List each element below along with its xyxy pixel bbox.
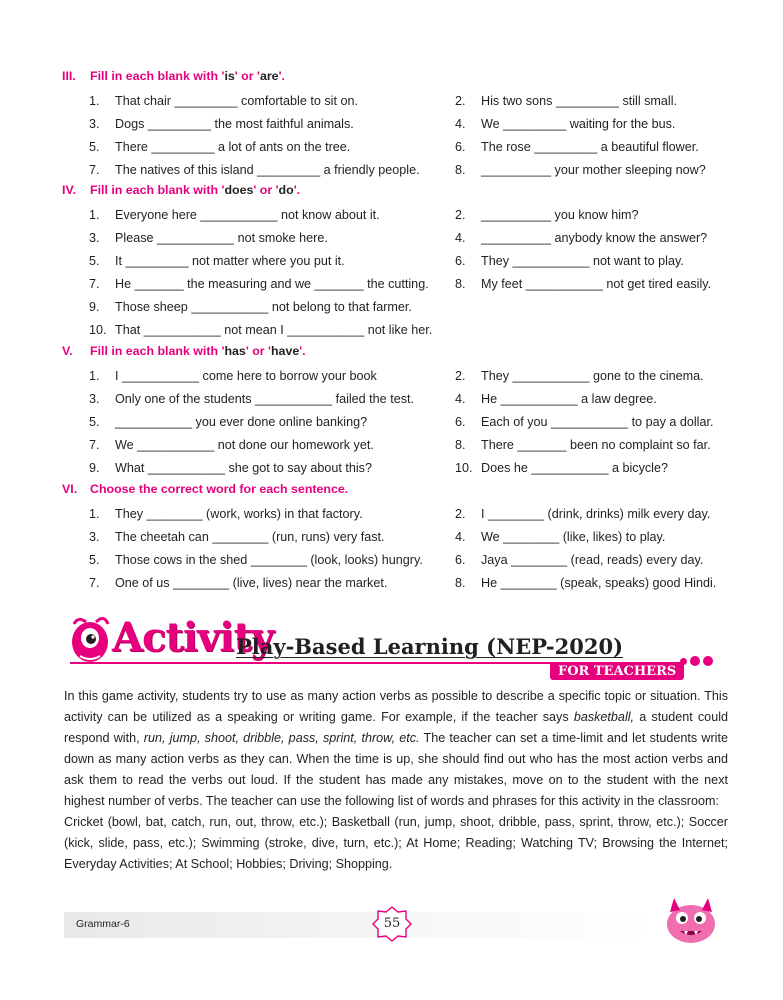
answer-blank: ___________ xyxy=(551,415,629,429)
section-heading: IV. Fill in each blank with 'does' or 'do'. xyxy=(62,183,301,197)
section-heading: III. Fill in each blank with 'is' or 'are'. xyxy=(62,69,285,83)
answer-blank: ___________ xyxy=(147,461,225,475)
exercise-item: 7. One of us ________ (live, lives) near the market. xyxy=(89,573,387,593)
answer-blank: _________ xyxy=(503,117,567,131)
exercise-item: 3. Only one of the students ___________ failed the test. xyxy=(89,389,414,409)
answer-blank: ___________ xyxy=(137,438,215,452)
exercise-item: 1. That chair _________ comfortable to sit on. xyxy=(89,91,358,111)
answer-blank: _________ xyxy=(147,117,211,131)
activity-description xyxy=(64,686,728,875)
exercise-item: 8. He ________ (speak, speaks) good Hindi. xyxy=(455,573,716,593)
answer-blank: ___________ xyxy=(512,369,590,383)
exercise-item: 5. It _________ not matter where you put it. xyxy=(89,251,345,271)
item-number: 3. xyxy=(89,392,100,406)
item-number: 4. xyxy=(455,392,466,406)
item-number: 2. xyxy=(455,369,466,383)
item-number: 8. xyxy=(455,576,466,590)
item-number: 9. xyxy=(89,300,100,314)
item-number: 6. xyxy=(455,553,466,567)
section-heading: VI. Choose the correct word for each sentence. xyxy=(62,482,349,496)
activity-paragraph-2: Cricket (bowl, bat, catch, run, out, throw, etc.); Basketball (run, jump, shoot, dribble, pass, sprint, throw, etc.); Soccer (kick, slide, pass, etc.); Swimming (stroke, dive, turn, etc.); At Home; Reading; Watching TV; Browsing the Internet; Everyday Activities; At School; Hobbies; Driving; Shopping. xyxy=(64,815,728,871)
answer-blank: ________ xyxy=(500,576,557,590)
exercise-item: 6. Each of you ___________ to pay a dollar. xyxy=(455,412,713,432)
item-number: 5. xyxy=(89,254,100,268)
answer-blank: ___________ xyxy=(157,231,235,245)
item-number: 1. xyxy=(89,208,100,222)
item-number: 6. xyxy=(455,415,466,429)
exercise-item: 7. He _______ the measuring and we _______ the cutting. xyxy=(89,274,429,294)
section-number: III. xyxy=(62,69,76,83)
exercise-item: 4. We _________ waiting for the bus. xyxy=(455,114,675,134)
answer-blank: ___________ xyxy=(255,392,333,406)
item-number: 7. xyxy=(89,163,100,177)
exercise-item: 5. ___________ you ever done online banking? xyxy=(89,412,367,432)
item-number: 7. xyxy=(89,277,100,291)
exercise-item: 4. He ___________ a law degree. xyxy=(455,389,657,409)
decor-dot xyxy=(690,656,700,666)
item-number: 6. xyxy=(455,140,466,154)
answer-blank: ________ xyxy=(212,530,269,544)
item-number: 8. xyxy=(455,163,466,177)
answer-blank: _________ xyxy=(555,94,619,108)
exercise-item: 2. They ___________ gone to the cinema. xyxy=(455,366,704,386)
mascot-icon xyxy=(66,612,114,666)
exercise-item: 1. I ___________ come here to borrow your book xyxy=(89,366,377,386)
answer-blank: ___________ xyxy=(512,254,590,268)
item-number: 2. xyxy=(455,208,466,222)
section-number: IV. xyxy=(62,183,77,197)
answer-blank: ________ xyxy=(488,507,545,521)
item-number: 7. xyxy=(89,438,100,452)
answer-blank: ___________ xyxy=(200,208,278,222)
item-number: 7. xyxy=(89,576,100,590)
answer-blank: _________ xyxy=(174,94,238,108)
answer-blank: ___________ xyxy=(143,323,221,337)
item-number: 10. xyxy=(455,461,473,475)
exercise-item: 8. There _______ been no complaint so far. xyxy=(455,435,711,455)
exercise-item: 1. They ________ (work, works) in that factory. xyxy=(89,504,363,524)
answer-blank: _______ xyxy=(134,277,184,291)
item-number: 2. xyxy=(455,507,466,521)
item-number: 6. xyxy=(455,254,466,268)
exercise-item: 1. Everyone here ___________ not know about it. xyxy=(89,205,380,225)
exercise-item: 6. They ___________ not want to play. xyxy=(455,251,684,271)
item-number: 10. xyxy=(89,323,107,337)
exercise-item: 4. We ________ (like, likes) to play. xyxy=(455,527,665,547)
answer-blank: ___________ xyxy=(191,300,269,314)
exercise-item: 8. My feet ___________ not get tired easily. xyxy=(455,274,711,294)
item-number: 8. xyxy=(455,277,466,291)
item-number: 5. xyxy=(89,415,100,429)
item-number: 5. xyxy=(89,553,100,567)
exercise-item: 6. The rose _________ a beautiful flower. xyxy=(455,137,699,157)
answer-blank: _________ xyxy=(125,254,189,268)
answer-blank: ___________ xyxy=(500,392,578,406)
item-number: 1. xyxy=(89,94,100,108)
section-heading: V. Fill in each blank with 'has' or 'have'. xyxy=(62,344,306,358)
footer-book-title: Grammar-6 xyxy=(76,918,130,930)
section-number: VI. xyxy=(62,482,78,496)
answer-blank: ________ xyxy=(173,576,230,590)
answer-blank: ___________ xyxy=(531,461,609,475)
answer-blank: ___________ xyxy=(115,415,193,429)
exercise-item: 5. Those cows in the shed ________ (look, looks) hungry. xyxy=(89,550,423,570)
item-number: 4. xyxy=(455,117,466,131)
activity-paragraph-1: In this game activity, students try to use as many action verbs as possible to describe a specific topic or situation. This activity can be utilized as a speaking or writing game. For example, if the teacher says basketball, a student could respond with, run, jump, shoot, dribble, pass, sprint, throw, etc. The teacher can set a time-limit and let students write down as many action verbs as they can. When the time is up, she should find out who has the most action verbs and ask them to read the verbs out loud. If the student has made any mistakes, move on to the student with the next highest number of verbs. The teacher can use the following list of words and phrases for this activity in the classroom: xyxy=(64,689,728,808)
for-teachers-badge: FOR TEACHERS xyxy=(550,662,684,680)
page-number: 55 xyxy=(383,916,401,931)
decor-dot xyxy=(703,656,713,666)
answer-blank: ___________ xyxy=(525,277,603,291)
item-number: 2. xyxy=(455,94,466,108)
exercise-item: 7. The natives of this island _________ a friendly people. xyxy=(89,160,420,180)
exercise-item: 2. __________ you know him? xyxy=(455,205,639,225)
item-number: 3. xyxy=(89,117,100,131)
answer-blank: ________ xyxy=(511,553,568,567)
exercise-item: 4. __________ anybody know the answer? xyxy=(455,228,707,248)
answer-blank: __________ xyxy=(481,231,552,245)
item-number: 4. xyxy=(455,530,466,544)
answer-blank: _______ xyxy=(517,438,567,452)
exercise-item: 8. __________ your mother sleeping now? xyxy=(455,160,706,180)
item-number: 3. xyxy=(89,231,100,245)
exercise-item: 10. That ___________ not mean I ___________ not like her. xyxy=(89,320,432,340)
exercise-item: 10. Does he ___________ a bicycle? xyxy=(455,458,668,478)
section-number: V. xyxy=(62,344,73,358)
answer-blank: ___________ xyxy=(122,369,200,383)
item-number: 4. xyxy=(455,231,466,245)
answer-blank: _________ xyxy=(534,140,598,154)
exercise-item: 9. Those sheep ___________ not belong to that farmer. xyxy=(89,297,412,317)
answer-blank: _________ xyxy=(257,163,321,177)
item-number: 3. xyxy=(89,530,100,544)
answer-blank: _________ xyxy=(151,140,215,154)
answer-blank: ________ xyxy=(250,553,307,567)
activity-subtitle: Play-Based Learning (NEP-2020) xyxy=(236,634,624,659)
exercise-item: 7. We ___________ not done our homework yet. xyxy=(89,435,374,455)
item-number: 8. xyxy=(455,438,466,452)
activity-banner xyxy=(66,612,726,690)
monster-mascot-icon xyxy=(660,894,722,946)
exercise-item: 3. Dogs _________ the most faithful animals. xyxy=(89,114,354,134)
exercise-item: 3. The cheetah can ________ (run, runs) very fast. xyxy=(89,527,385,547)
footer-band xyxy=(64,912,654,938)
exercise-item: 2. His two sons _________ still small. xyxy=(455,91,677,111)
item-number: 5. xyxy=(89,140,100,154)
exercise-item: 3. Please ___________ not smoke here. xyxy=(89,228,328,248)
activity-title: Activity xyxy=(112,614,274,661)
exercise-item: 5. There _________ a lot of ants on the tree. xyxy=(89,137,350,157)
exercise-item: 2. I ________ (drink, drinks) milk every day. xyxy=(455,504,710,524)
answer-blank: __________ xyxy=(481,208,552,222)
answer-blank: ________ xyxy=(503,530,560,544)
exercise-item: 9. What ___________ she got to say about this? xyxy=(89,458,372,478)
item-number: 9. xyxy=(89,461,100,475)
item-number: 1. xyxy=(89,369,100,383)
exercise-item: 6. Jaya ________ (read, reads) every day. xyxy=(455,550,703,570)
item-number: 1. xyxy=(89,507,100,521)
answer-blank: __________ xyxy=(481,163,552,177)
answer-blank: ________ xyxy=(146,507,203,521)
